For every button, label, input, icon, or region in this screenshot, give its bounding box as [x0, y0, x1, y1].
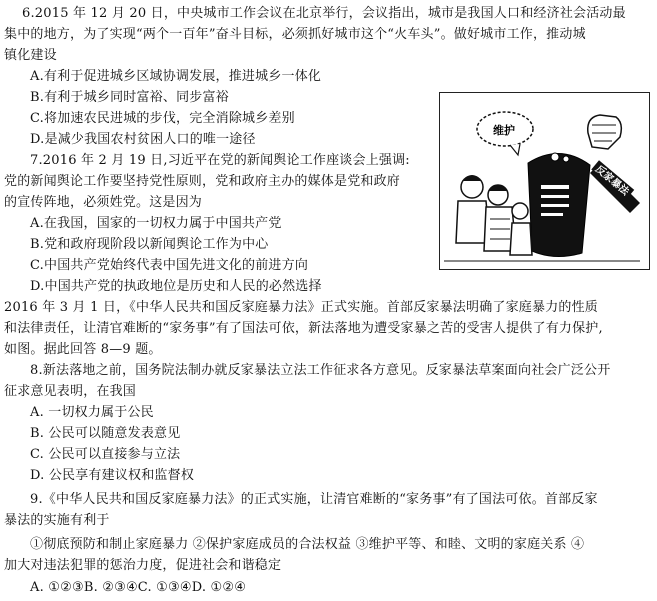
q6-stem-line-3: 镇化建设 — [4, 48, 57, 63]
q7-stem-line-3: 的宣传阵地，必须姓党。这是因为 — [4, 195, 203, 210]
passage-line-2: 和法律责任，让清官难断的“家务事”有了国法可依，新法落地为遭受家暴之苦的受害人提供了有力保护, — [4, 321, 603, 336]
q6-stem-line-1: 6.2015 年 12 月 20 日，中央城市工作会议在北京举行，会议指出，城市是我国人口和经济社会活动最 — [22, 6, 626, 21]
q7-option-a: A.在我国，国家的一切权力属于中国共产党 — [30, 216, 282, 231]
q9-answer-options: A. ①②③B. ②③④C. ①③④D. ①②④ — [30, 580, 247, 595]
q6-option-a: A.有利于促进城乡区域协调发展，推进城乡一体化 — [30, 69, 322, 84]
q8-option-d: D. 公民享有建议权和监督权 — [30, 468, 195, 483]
q9-items-line-2: 加大对违法犯罪的惩治力度，促进社会和谐稳定 — [4, 558, 282, 573]
anti-domestic-violence-cartoon-icon — [440, 93, 648, 268]
cartoon-bubble-text: 维护 — [493, 124, 515, 137]
q9-stem-line-2: 暴法的实施有利于 — [4, 513, 110, 528]
passage-line-3: 如图。据此回答 8—9 题。 — [4, 342, 162, 357]
q8-stem-line-2: 征求意见表明，在我国 — [4, 384, 137, 399]
q6-option-d: D.是减少我国农村贫困人口的唯一途径 — [30, 132, 256, 147]
q7-option-d: D.中国共产党的执政地位是历史和人民的必然选择 — [30, 279, 322, 294]
q7-option-b: B.党和政府现阶段以新闻舆论工作为中心 — [30, 237, 269, 252]
q8-option-b: B. 公民可以随意发表意见 — [30, 426, 181, 441]
q8-option-c: C. 公民可以直接参与立法 — [30, 447, 181, 462]
cartoon-illustration — [439, 92, 650, 270]
q6-option-c: C.将加速农民进城的步伐，完全消除城乡差别 — [30, 111, 295, 126]
q9-items-line-1: ①彻底预防和制止家庭暴力 ②保护家庭成员的合法权益 ③维护平等、和睦、文明的家庭关系 ④ — [30, 537, 585, 552]
q6-stem-line-2: 集中的地方，为了实现“两个一百年”奋斗目标，必须抓好城市这个“火车头”。做好城市工作，推动城 — [4, 27, 586, 42]
q8-stem-line-1: 8.新法落地之前，国务院法制办就反家暴法立法工作征求各方意见。反家暴法草案面向社会广泛公开 — [30, 363, 611, 378]
q7-stem-line-2: 党的新闻舆论工作要坚持党性原则，党和政府主办的媒体是党和政府 — [4, 174, 401, 189]
passage-line-1: 2016 年 3 月 1 日，《中华人民共和国反家庭暴力法》正式实施。首部反家暴法明确了家庭暴力的性质 — [4, 300, 598, 315]
q7-stem-line-1: 7.2016 年 2 月 19 日,习近平在党的新闻舆论工作座谈会上强调: — [30, 153, 410, 168]
q8-option-a: A. 一切权力属于公民 — [30, 405, 154, 420]
q9-stem-line-1: 9.《中华人民共和国反家庭暴力法》的正式实施，让清官难断的“家务事”有了国法可依。首部反家 — [30, 492, 598, 507]
q7-option-c: C.中国共产党始终代表中国先进文化的前进方向 — [30, 258, 309, 273]
cartoon-sign-text: 反家暴法 — [592, 163, 631, 198]
q6-option-b: B.有利于城乡同时富裕、同步富裕 — [30, 90, 229, 105]
